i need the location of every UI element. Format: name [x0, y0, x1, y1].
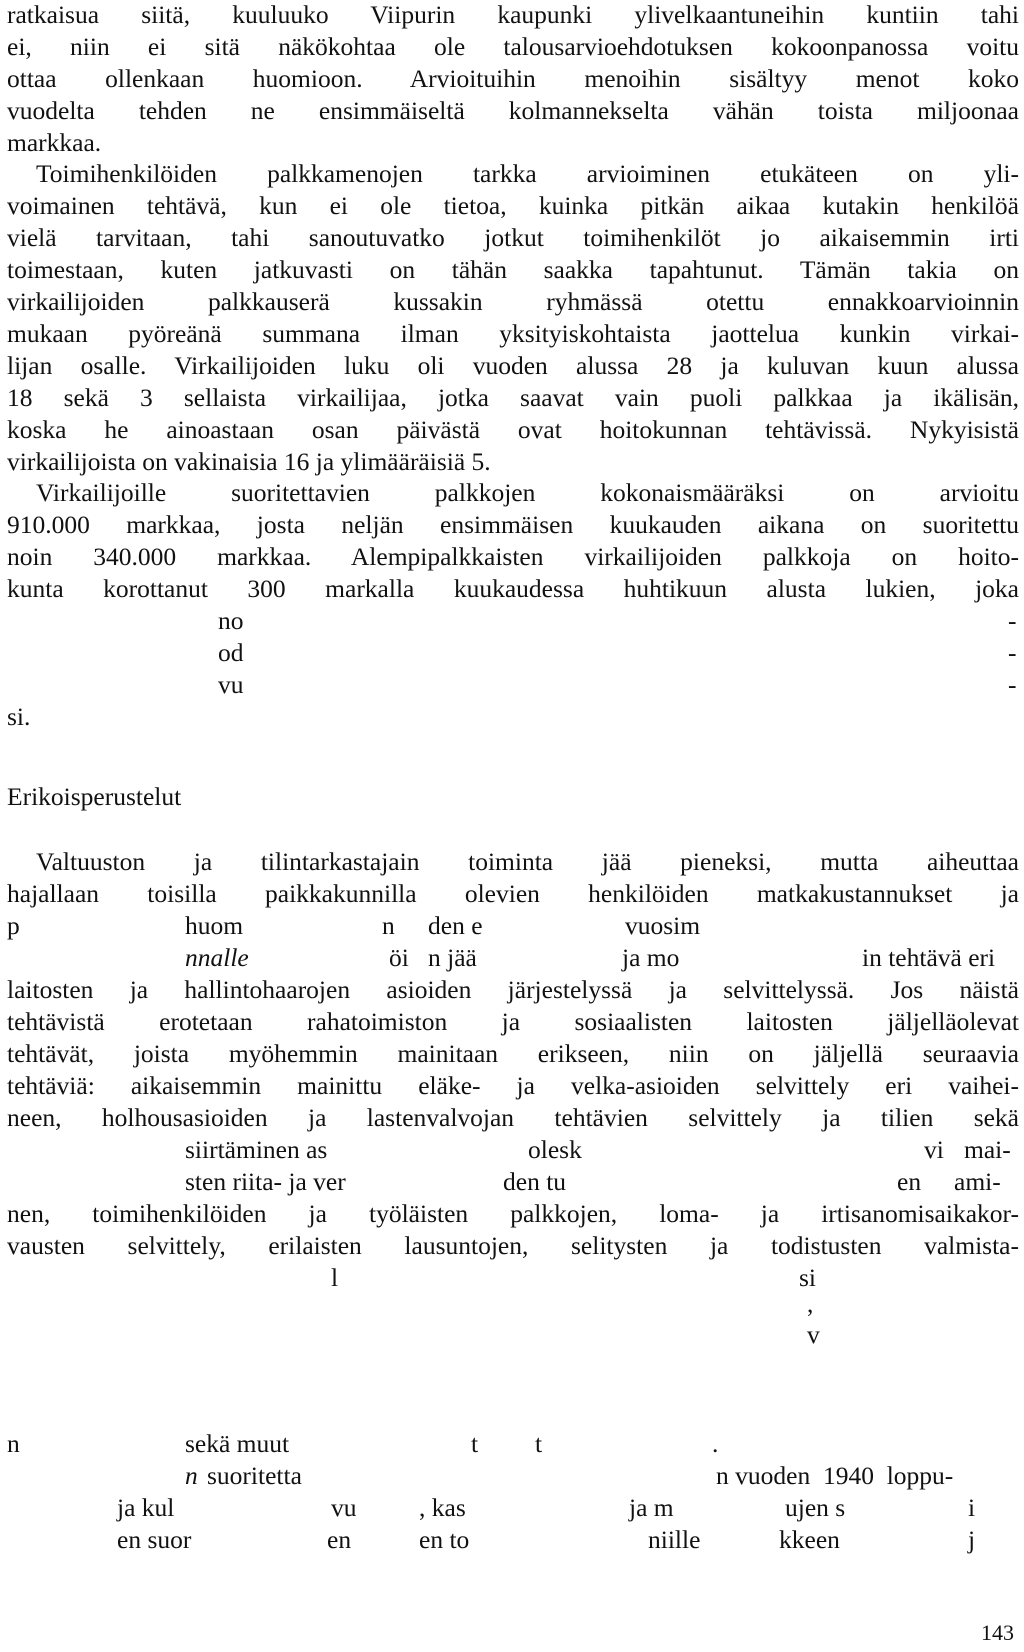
text-fragment: suoritetta	[207, 1461, 302, 1490]
text-fragment: n	[185, 1461, 198, 1490]
text-line: hajallaan toisilla paikkakunnilla olevien henkilöiden matkakustannukset ja	[7, 879, 1019, 908]
text-fragment: si	[799, 1263, 817, 1292]
text-fragment: n	[7, 1429, 20, 1458]
text-fragment: t	[471, 1429, 479, 1458]
text-line: markkaa.	[7, 128, 102, 157]
text-fragment: vu	[331, 1493, 357, 1522]
text-fragment: kkeen	[779, 1525, 840, 1554]
text-fragment: en suor	[117, 1525, 192, 1554]
text-line: voimainen tehtävä, kun ei ole tietoa, kuinka pitkän aikaa kutakin henkilöä	[7, 191, 1019, 220]
text-fragment: i	[968, 1493, 976, 1522]
text-line: Toimihenkilöiden palkkamenojen tarkka arvioiminen etukäteen on yli-	[36, 159, 1019, 188]
text-fragment: ujen s	[785, 1493, 846, 1522]
text-line: noin 340.000 markkaa. Alempipalkkaisten virkailijoiden palkkoja on hoito-	[7, 542, 1019, 571]
text-line: Virkailijoille suoritettavien palkkojen kokonaismääräksi on arvioitu	[36, 478, 1019, 507]
text-fragment: -	[1008, 670, 1017, 699]
text-fragment: no	[218, 606, 244, 635]
text-line: vausten selvittely, erilaisten lausuntojen, selitysten ja todistusten valmista-	[7, 1231, 1019, 1260]
text-line: tehtäviä: aikaisemmin mainittu eläke- ja velka-asioiden selvittely eri vaihei-	[7, 1071, 1019, 1100]
text-line: kunta korottanut 300 markalla kuukaudessa huhtikuun alusta lukien, joka	[7, 574, 1019, 603]
text-fragment: ja m	[629, 1493, 674, 1522]
text-fragment: si.	[7, 702, 31, 731]
text-line: vuodelta tehden ne ensimmäiseltä kolmannekselta vähän toista miljoonaa	[7, 96, 1019, 125]
text-fragment: , kas	[419, 1493, 466, 1522]
text-fragment: den e	[428, 911, 483, 940]
text-line: koska he ainoastaan osan päivästä ovat hoitokunnan tehtävissä. Nykyisistä	[7, 415, 1019, 444]
text-line: ratkaisua siitä, kuuluuko Viipurin kaupunki ylivelkaantuneihin kuntiin tahi	[7, 0, 1019, 29]
text-line: Valtuuston ja tilintarkastajain toiminta jää pieneksi, mutta aiheuttaa	[36, 847, 1019, 876]
text-fragment: n vuoden 1940 loppu-	[716, 1461, 954, 1490]
text-line: ei, niin ei sitä näkökohtaa ole talousarvioehdotuksen kokoonpanossa voitu	[7, 32, 1019, 61]
text-line: lijan osalle. Virkailijoiden luku oli vuoden alussa 28 ja kuluvan kuun alussa	[7, 351, 1019, 380]
text-fragment: sten riita- ja ver	[185, 1167, 346, 1196]
text-line: 910.000 markkaa, josta neljän ensimmäisen kuukauden aikana on suoritettu	[7, 510, 1019, 539]
text-fragment: siirtäminen as	[185, 1135, 328, 1164]
text-fragment: vuosim	[625, 911, 701, 940]
text-fragment: öi	[389, 943, 409, 972]
text-line: tehtävät, joista myöhemmin mainitaan erikseen, niin on jäljellä seuraavia	[7, 1039, 1019, 1068]
text-fragment: en	[897, 1167, 922, 1196]
text-fragment: l	[331, 1263, 339, 1292]
text-fragment: n	[382, 911, 395, 940]
text-line: mukaan pyöreänä summana ilman yksityiskohtaista jaottelua kunkin virkai-	[7, 319, 1019, 348]
text-fragment: od	[218, 638, 244, 667]
text-fragment: den tu	[503, 1167, 567, 1196]
text-fragment: vi	[924, 1135, 944, 1164]
section-heading: Erikoisperustelut	[7, 782, 182, 811]
text-fragment: ja mo	[622, 943, 680, 972]
text-fragment: -	[1008, 606, 1017, 635]
text-fragment: ami-	[954, 1167, 1001, 1196]
text-line: neen, holhousasioiden ja lastenvalvojan tehtävien selvittely ja tilien sekä	[7, 1103, 1019, 1132]
text-fragment: n jää	[428, 943, 477, 972]
text-line: tehtävistä erotetaan rahatoimiston ja sosiaalisten laitosten jäljelläolevat	[7, 1007, 1019, 1036]
text-fragment: .	[712, 1429, 719, 1458]
text-fragment: huom	[185, 911, 244, 940]
text-fragment: nnalle	[185, 943, 249, 972]
text-fragment: vu	[218, 670, 244, 699]
text-line: virkailijoiden palkkauserä kussakin ryhmässä otettu ennakkoarvioinnin	[7, 287, 1019, 316]
text-line: toimestaan, kuten jatkuvasti on tähän saakka tapahtunut. Tämän takia on	[7, 255, 1019, 284]
text-fragment: -	[1008, 638, 1017, 667]
text-fragment: olesk	[528, 1135, 582, 1164]
text-line: virkailijoista on vakinaisia 16 ja ylimääräisiä 5.	[7, 447, 491, 476]
text-fragment: v	[807, 1320, 820, 1349]
text-fragment: mai-	[964, 1135, 1011, 1164]
text-fragment: t	[535, 1429, 543, 1458]
text-line: vielä tarvitaan, tahi sanoutuvatko jotkut toimihenkilöt jo aikaisemmin irti	[7, 223, 1019, 252]
text-line: nen, toimihenkilöiden ja työläisten palkkojen, loma- ja irtisanomisaikakor-	[7, 1199, 1019, 1228]
text-fragment: en to	[419, 1525, 470, 1554]
text-fragment: ,	[807, 1289, 814, 1318]
text-fragment: ja kul	[117, 1493, 175, 1522]
text-fragment: sekä muut	[185, 1429, 290, 1458]
text-fragment: en	[327, 1525, 352, 1554]
text-line: ottaa ollenkaan huomioon. Arvioituihin menoihin sisältyy menot koko	[7, 64, 1019, 93]
page-number: 143	[981, 1620, 1014, 1645]
text-fragment: p	[7, 911, 20, 940]
text-line: laitosten ja hallintohaarojen asioiden järjestelyssä ja selvittelyssä. Jos näistä	[7, 975, 1019, 1004]
text-fragment: niille	[648, 1525, 701, 1554]
text-fragment: in tehtävä eri	[862, 943, 996, 972]
text-line: 18 sekä 3 sellaista virkailijaa, jotka saavat vain puoli palkkaa ja ikälisän,	[7, 383, 1019, 412]
text-fragment: j	[968, 1525, 976, 1554]
